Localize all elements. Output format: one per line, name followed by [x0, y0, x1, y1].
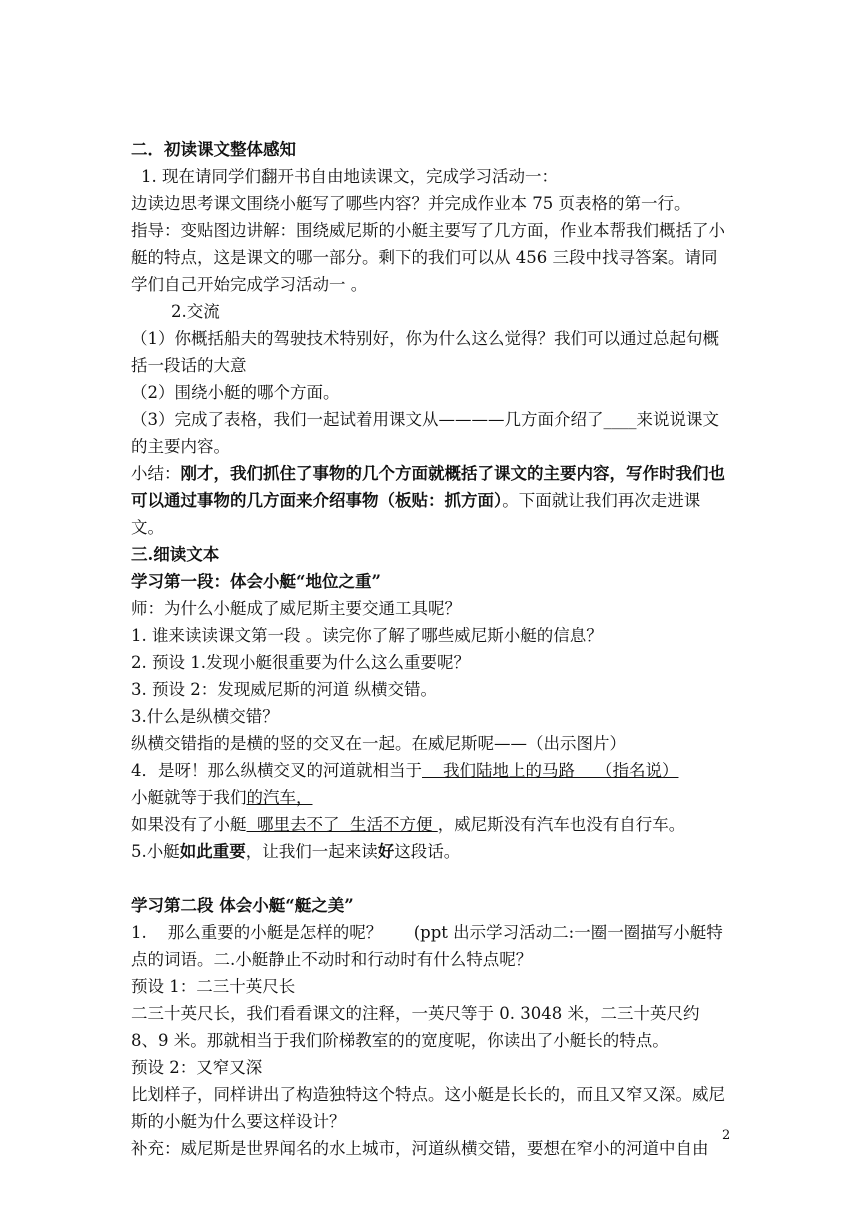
bold-text: 如此重要 — [179, 842, 246, 861]
paragraph: 1. 谁来读读课文第一段 。读完你了解了哪些威尼斯小艇的信息？ — [131, 626, 603, 645]
paragraph: 3.什么是纵横交错？ — [131, 707, 279, 726]
paragraph: 2. 预设 1.发现小艇很重要为什么这么重要呢？ — [131, 653, 470, 672]
paragraph: 1. 现在请同学们翻开书自由地读课文，完成学习活动一： — [141, 167, 558, 186]
paragraph: 预设 2：又窄又深 — [131, 1058, 263, 1077]
paragraph: （3）完成了表格，我们一起试着用课文从————几方面介绍了____来说说课文的主要内容。 — [131, 410, 719, 456]
paragraph: 边读边思考课文围绕小艇写了哪些内容？并完成作业本 75 页表格的第一行。 — [131, 194, 691, 213]
underlined-answer: 我们陆地上的马路 （指名说） — [422, 761, 679, 780]
section-3-heading: 三.细读文本 — [131, 545, 220, 564]
summary-bold-text: 刚才，我们抓住了事物的几个方面就概括了课文的主要内容，写作时我们也可以通过事物的几方面来介绍事物（板贴：抓方面） — [131, 464, 725, 510]
blank-line — [131, 865, 731, 892]
paragraph: （1）你概括船夫的驾驶技术特别好，你为什么这么觉得？我们可以通过总起句概括一段话的大意 — [131, 329, 719, 375]
paragraph: 纵横交错指的是横的竖的交叉在一起。在威尼斯呢——（出示图片） — [131, 734, 626, 753]
underlined-answer: 哪里去不了 生活不方便 — [246, 815, 438, 834]
paragraph: 预设 1：二三十英尺长 — [131, 977, 296, 996]
paragraph: 3. 预设 2：发现威尼斯的河道 纵横交错。 — [131, 680, 437, 699]
paragraph: （2）围绕小艇的哪个方面。 — [131, 383, 340, 402]
text-span: ，威尼斯没有汽车也没有自行车。 — [437, 815, 686, 834]
section-2-heading: 二．初读课文整体感知 — [131, 140, 296, 159]
paragraph — [131, 757, 731, 784]
document-body — [131, 136, 731, 1162]
text-span: 5.小艇 — [131, 842, 180, 861]
subsection-heading: 学习第一段：体会小艇“地位之重” — [131, 572, 381, 591]
paragraph: 指导：变贴图边讲解：围绕威尼斯的小艇主要写了几方面，作业本帮我们概括了小艇的特点，这是课文的哪一部分。剩下的我们可以从 456 三段中找寻答案。请同学们自己开始完成学习活动一 。 — [131, 221, 725, 294]
text-span: 这段话。 — [394, 842, 461, 861]
text-span: 如果没有了小艇 — [131, 815, 247, 834]
paragraph: 补充：威尼斯是世界闻名的水上城市，河道纵横交错，要想在窄小的河道中自由 — [131, 1139, 709, 1158]
text-span: 4．是呀！那么纵横交叉的河道就相当于 — [131, 761, 422, 780]
paragraph: 二三十英尺长，我们看看课文的注释，一英尺等于 0. 3048 米，二三十英尺约 8、9 米。那就相当于我们阶梯教室的的宽度呢，你读出了小艇长的特点。 — [131, 1004, 700, 1050]
paragraph — [131, 811, 731, 838]
paragraph — [131, 784, 731, 811]
subsection-heading: 学习第二段 体会小艇“艇之美” — [131, 896, 354, 915]
text-span: ，让我们一起来读 — [245, 842, 378, 861]
summary-paragraph — [131, 460, 731, 541]
paragraph — [131, 838, 731, 865]
paragraph: 1. 那么重要的小艇是怎样的呢？ (ppt 出示学习活动二:一圈一圈描写小艇特点的词语。二.小艇静止不动时和行动时有什么特点呢？ — [131, 923, 723, 969]
paragraph: 比划样子，同样讲出了构造独特这个特点。这小艇是长长的，而且又窄又深。威尼斯的小艇为什么要这样设计？ — [131, 1085, 725, 1131]
underlined-answer: 的汽车， — [246, 788, 313, 807]
summary-tail: 。下面就让我们再次走进课文。 — [131, 491, 701, 537]
summary-label: 小结： — [131, 464, 181, 483]
page-number: 2 — [722, 1128, 731, 1143]
paragraph: 师：为什么小艇成了威尼斯主要交通工具呢？ — [131, 599, 461, 618]
paragraph: 2.交流 — [171, 302, 220, 321]
text-span: 小艇就等于我们 — [131, 788, 247, 807]
bold-text: 好 — [377, 842, 395, 861]
